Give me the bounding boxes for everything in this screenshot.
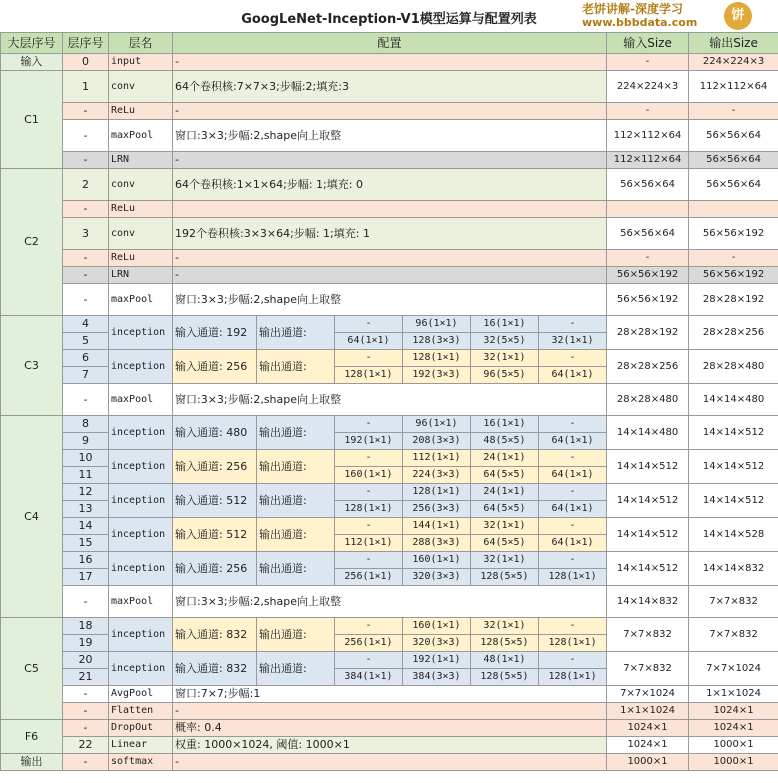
input-size: 14×14×480 — [607, 416, 689, 450]
layer-num: 17 — [63, 569, 109, 586]
layer-num: - — [63, 754, 109, 771]
layer-config: - — [173, 250, 607, 267]
layer-name: inception — [109, 484, 173, 518]
branch-top: - — [335, 652, 403, 669]
layer-config: 窗口:3×3;步幅:2,shape向上取整 — [173, 384, 607, 416]
output-size: - — [689, 250, 778, 267]
layer-config: 窗口:3×3;步幅:2,shape向上取整 — [173, 284, 607, 316]
input-channels: 输入通道: 256 — [173, 350, 257, 384]
branch-bottom: 320(3×3) — [403, 635, 471, 652]
layer-config: 64个卷积核:1×1×64;步幅: 1;填充: 0 — [173, 169, 607, 201]
input-channels: 输入通道: 512 — [173, 518, 257, 552]
branch-bottom: 64(1×1) — [539, 501, 607, 518]
input-size: 14×14×512 — [607, 450, 689, 484]
layer-num: 3 — [63, 218, 109, 250]
layer-name: inception — [109, 618, 173, 652]
layer-num: - — [63, 384, 109, 416]
input-size: 7×7×832 — [607, 652, 689, 686]
output-channels-label: 输出通道: — [257, 518, 335, 552]
layer-num: - — [63, 201, 109, 218]
branch-top: 160(1×1) — [403, 618, 471, 635]
branch-top: 16(1×1) — [471, 416, 539, 433]
layer-num: 11 — [63, 467, 109, 484]
layer-num: 8 — [63, 416, 109, 433]
input-size: 1024×1 — [607, 737, 689, 754]
layer-table — [0, 32, 778, 771]
layer-config: - — [173, 754, 607, 771]
layer-name: inception — [109, 350, 173, 384]
table-row — [1, 169, 778, 201]
layer-num: - — [63, 703, 109, 720]
layer-name: ReLu — [109, 201, 173, 218]
branch-bottom: 384(3×3) — [403, 669, 471, 686]
output-size: 56×56×64 — [689, 169, 778, 201]
branch-bottom: 32(5×5) — [471, 333, 539, 350]
layer-config: 权重: 1000×1024, 阈值: 1000×1 — [173, 737, 607, 754]
group-cell: C5 — [1, 618, 63, 720]
branch-top: 128(1×1) — [403, 350, 471, 367]
layer-num: 4 — [63, 316, 109, 333]
output-size: 7×7×832 — [689, 618, 778, 652]
branch-top: - — [539, 652, 607, 669]
branch-bottom: 288(3×3) — [403, 535, 471, 552]
brand-badge-icon: 饼 — [724, 2, 752, 30]
col-header-input-size: 输入Size — [607, 33, 689, 54]
branch-bottom: 64(5×5) — [471, 501, 539, 518]
table-row — [1, 103, 778, 120]
layer-num: 21 — [63, 669, 109, 686]
layer-name: maxPool — [109, 284, 173, 316]
branch-bottom: 256(3×3) — [403, 501, 471, 518]
input-channels: 输入通道: 832 — [173, 618, 257, 652]
brand-url: www.bbbdata.com — [582, 16, 698, 29]
branch-bottom: 192(1×1) — [335, 433, 403, 450]
branch-bottom: 128(3×3) — [403, 333, 471, 350]
group-cell: C2 — [1, 169, 63, 316]
branch-top: 144(1×1) — [403, 518, 471, 535]
layer-num: 14 — [63, 518, 109, 535]
table-row — [1, 152, 778, 169]
col-header-name: 层名 — [109, 33, 173, 54]
branch-top: - — [539, 350, 607, 367]
group-cell: C3 — [1, 316, 63, 416]
output-channels-label: 输出通道: — [257, 316, 335, 350]
input-size: 28×28×192 — [607, 316, 689, 350]
group-cell: 输入 — [1, 54, 63, 71]
brand-name: 老饼讲解-深度学习 — [582, 2, 683, 16]
input-channels: 输入通道: 512 — [173, 484, 257, 518]
branch-top: 24(1×1) — [471, 484, 539, 501]
branch-top: 24(1×1) — [471, 450, 539, 467]
output-size: 56×56×64 — [689, 152, 778, 169]
branch-top: 96(1×1) — [403, 416, 471, 433]
layer-name: input — [109, 54, 173, 71]
branch-bottom: 64(1×1) — [539, 535, 607, 552]
layer-name: Linear — [109, 737, 173, 754]
output-size: 56×56×192 — [689, 267, 778, 284]
table-row — [1, 737, 778, 754]
input-size: 112×112×64 — [607, 120, 689, 152]
layer-num: 19 — [63, 635, 109, 652]
output-size: 14×14×832 — [689, 552, 778, 586]
layer-num: 12 — [63, 484, 109, 501]
layer-num: 16 — [63, 552, 109, 569]
layer-num: 20 — [63, 652, 109, 669]
input-size: 14×14×512 — [607, 552, 689, 586]
branch-top: - — [335, 450, 403, 467]
input-size: 14×14×832 — [607, 586, 689, 618]
input-size: 1024×1 — [607, 720, 689, 737]
branch-top: 16(1×1) — [471, 316, 539, 333]
branch-bottom: 64(5×5) — [471, 467, 539, 484]
input-size: 28×28×256 — [607, 350, 689, 384]
table-row — [1, 284, 778, 316]
output-channels-label: 输出通道: — [257, 652, 335, 686]
layer-name: Flatten — [109, 703, 173, 720]
branch-bottom: 64(1×1) — [335, 333, 403, 350]
input-size: 14×14×512 — [607, 518, 689, 552]
output-size: 7×7×1024 — [689, 652, 778, 686]
input-size: - — [607, 250, 689, 267]
layer-name: inception — [109, 552, 173, 586]
branch-bottom: 128(5×5) — [471, 669, 539, 686]
branch-bottom: 64(1×1) — [539, 433, 607, 450]
branch-bottom: 320(3×3) — [403, 569, 471, 586]
output-channels-label: 输出通道: — [257, 416, 335, 450]
layer-config: 窗口:3×3;步幅:2,shape向上取整 — [173, 120, 607, 152]
layer-name: ReLu — [109, 250, 173, 267]
input-size: 7×7×1024 — [607, 686, 689, 703]
branch-top: - — [335, 416, 403, 433]
table-row — [1, 120, 778, 152]
output-size: 224×224×3 — [689, 54, 778, 71]
layer-name: conv — [109, 71, 173, 103]
table-row — [1, 484, 778, 501]
output-size: 112×112×64 — [689, 71, 778, 103]
branch-top: 32(1×1) — [471, 618, 539, 635]
branch-bottom: 128(1×1) — [539, 569, 607, 586]
layer-num: 5 — [63, 333, 109, 350]
input-size: 112×112×64 — [607, 152, 689, 169]
group-cell: C1 — [1, 71, 63, 169]
input-channels: 输入通道: 256 — [173, 552, 257, 586]
layer-name: softmax — [109, 754, 173, 771]
output-size: 28×28×480 — [689, 350, 778, 384]
layer-config: - — [173, 267, 607, 284]
col-header-num: 层序号 — [63, 33, 109, 54]
layer-name: inception — [109, 416, 173, 450]
input-size: - — [607, 103, 689, 120]
branch-top: 112(1×1) — [403, 450, 471, 467]
branch-top: 32(1×1) — [471, 552, 539, 569]
output-size: 56×56×64 — [689, 120, 778, 152]
output-channels-label: 输出通道: — [257, 450, 335, 484]
branch-bottom: 224(3×3) — [403, 467, 471, 484]
input-size: - — [607, 54, 689, 71]
branch-top: 96(1×1) — [403, 316, 471, 333]
input-channels: 输入通道: 192 — [173, 316, 257, 350]
branch-top: 192(1×1) — [403, 652, 471, 669]
layer-name: maxPool — [109, 384, 173, 416]
output-size: 1000×1 — [689, 754, 778, 771]
table-row — [1, 71, 778, 103]
branch-bottom: 192(3×3) — [403, 367, 471, 384]
input-size: 28×28×480 — [607, 384, 689, 416]
layer-num: 1 — [63, 71, 109, 103]
layer-name: conv — [109, 218, 173, 250]
input-channels: 输入通道: 256 — [173, 450, 257, 484]
layer-num: 6 — [63, 350, 109, 367]
layer-num: - — [63, 103, 109, 120]
col-header-output-size: 输出Size — [689, 33, 778, 54]
layer-config — [173, 201, 607, 218]
output-channels-label: 输出通道: — [257, 618, 335, 652]
branch-top: - — [539, 450, 607, 467]
table-row — [1, 703, 778, 720]
layer-num: - — [63, 152, 109, 169]
layer-num: - — [63, 120, 109, 152]
output-size: 7×7×832 — [689, 586, 778, 618]
output-size: - — [689, 103, 778, 120]
branch-bottom: 208(3×3) — [403, 433, 471, 450]
layer-name: conv — [109, 169, 173, 201]
input-size: 56×56×64 — [607, 218, 689, 250]
layer-config: - — [173, 152, 607, 169]
layer-name: ReLu — [109, 103, 173, 120]
input-size — [607, 201, 689, 218]
table-row — [1, 586, 778, 618]
input-channels: 输入通道: 480 — [173, 416, 257, 450]
branch-top: 128(1×1) — [403, 484, 471, 501]
branch-top: - — [335, 484, 403, 501]
group-cell: 输出 — [1, 754, 63, 771]
branch-bottom: 64(1×1) — [539, 467, 607, 484]
output-size — [689, 201, 778, 218]
output-size: 14×14×528 — [689, 518, 778, 552]
layer-num: - — [63, 267, 109, 284]
output-size: 14×14×512 — [689, 416, 778, 450]
branch-bottom: 128(5×5) — [471, 569, 539, 586]
branch-top: - — [539, 416, 607, 433]
table-row — [1, 652, 778, 669]
layer-num: 2 — [63, 169, 109, 201]
layer-name: AvgPool — [109, 686, 173, 703]
branch-top: 160(1×1) — [403, 552, 471, 569]
table-row — [1, 518, 778, 535]
layer-name: LRN — [109, 152, 173, 169]
input-size: 56×56×192 — [607, 284, 689, 316]
branch-top: 32(1×1) — [471, 518, 539, 535]
layer-num: 9 — [63, 433, 109, 450]
input-size: 14×14×512 — [607, 484, 689, 518]
input-size: 56×56×192 — [607, 267, 689, 284]
output-size: 14×14×512 — [689, 450, 778, 484]
layer-name: inception — [109, 518, 173, 552]
output-size: 1×1×1024 — [689, 686, 778, 703]
branch-top: - — [335, 316, 403, 333]
table-row — [1, 218, 778, 250]
output-size: 28×28×256 — [689, 316, 778, 350]
layer-num: 22 — [63, 737, 109, 754]
input-size: 7×7×832 — [607, 618, 689, 652]
table-row — [1, 552, 778, 569]
table-row — [1, 316, 778, 333]
layer-config: - — [173, 54, 607, 71]
table-row — [1, 350, 778, 367]
table-row — [1, 267, 778, 284]
output-size: 28×28×192 — [689, 284, 778, 316]
branch-bottom: 128(1×1) — [335, 367, 403, 384]
layer-num: - — [63, 720, 109, 737]
layer-num: - — [63, 686, 109, 703]
input-size: 1×1×1024 — [607, 703, 689, 720]
brand — [582, 2, 697, 30]
layer-num: 0 — [63, 54, 109, 71]
table-row — [1, 618, 778, 635]
table-row — [1, 720, 778, 737]
input-size: 1000×1 — [607, 754, 689, 771]
branch-top: - — [539, 316, 607, 333]
header-row — [1, 33, 778, 54]
output-size: 56×56×192 — [689, 218, 778, 250]
table-row — [1, 754, 778, 771]
col-header-config: 配置 — [173, 33, 607, 54]
output-size: 1000×1 — [689, 737, 778, 754]
group-cell: F6 — [1, 720, 63, 754]
layer-config: 窗口:3×3;步幅:2,shape向上取整 — [173, 586, 607, 618]
input-channels: 输入通道: 832 — [173, 652, 257, 686]
layer-name: LRN — [109, 267, 173, 284]
branch-bottom: 96(5×5) — [471, 367, 539, 384]
branch-bottom: 64(5×5) — [471, 535, 539, 552]
branch-top: - — [335, 552, 403, 569]
layer-name: maxPool — [109, 120, 173, 152]
output-size: 14×14×480 — [689, 384, 778, 416]
layer-name: inception — [109, 652, 173, 686]
layer-config: 192个卷积核:3×3×64;步幅: 1;填充: 1 — [173, 218, 607, 250]
branch-top: - — [335, 518, 403, 535]
branch-bottom: 128(1×1) — [335, 501, 403, 518]
output-size: 1024×1 — [689, 703, 778, 720]
layer-num: 15 — [63, 535, 109, 552]
input-size: 56×56×64 — [607, 169, 689, 201]
branch-bottom: 128(1×1) — [539, 669, 607, 686]
col-header-group: 大层序号 — [1, 33, 63, 54]
layer-config: 64个卷积核:7×7×3;步幅:2;填充:3 — [173, 71, 607, 103]
branch-bottom: 48(5×5) — [471, 433, 539, 450]
branch-top: - — [335, 618, 403, 635]
branch-bottom: 128(1×1) — [539, 635, 607, 652]
layer-name: maxPool — [109, 586, 173, 618]
output-size: 1024×1 — [689, 720, 778, 737]
output-channels-label: 输出通道: — [257, 350, 335, 384]
branch-top: 32(1×1) — [471, 350, 539, 367]
layer-num: - — [63, 250, 109, 267]
table-row — [1, 250, 778, 267]
page-title: GoogLeNet-Inception-V1模型运算与配置列表 — [241, 12, 537, 27]
branch-bottom: 160(1×1) — [335, 467, 403, 484]
layer-name: inception — [109, 316, 173, 350]
branch-bottom: 256(1×1) — [335, 569, 403, 586]
branch-bottom: 256(1×1) — [335, 635, 403, 652]
output-channels-label: 输出通道: — [257, 552, 335, 586]
table-row — [1, 384, 778, 416]
layer-config: 概率: 0.4 — [173, 720, 607, 737]
layer-num: 7 — [63, 367, 109, 384]
output-size: 14×14×512 — [689, 484, 778, 518]
input-size: 224×224×3 — [607, 71, 689, 103]
output-channels-label: 输出通道: — [257, 484, 335, 518]
title-bar — [0, 0, 778, 32]
branch-bottom: 112(1×1) — [335, 535, 403, 552]
branch-top: - — [539, 618, 607, 635]
table-row — [1, 54, 778, 71]
layer-num: 10 — [63, 450, 109, 467]
table-row — [1, 416, 778, 433]
branch-top: - — [539, 518, 607, 535]
layer-name: DropOut — [109, 720, 173, 737]
layer-config: - — [173, 703, 607, 720]
table-row — [1, 686, 778, 703]
branch-top: - — [539, 484, 607, 501]
branch-top: 48(1×1) — [471, 652, 539, 669]
branch-bottom: 384(1×1) — [335, 669, 403, 686]
layer-num: - — [63, 284, 109, 316]
layer-num: 18 — [63, 618, 109, 635]
layer-config: - — [173, 103, 607, 120]
table-row — [1, 450, 778, 467]
branch-bottom: 32(1×1) — [539, 333, 607, 350]
group-cell: C4 — [1, 416, 63, 618]
layer-config: 窗口:7×7;步幅:1 — [173, 686, 607, 703]
branch-bottom: 64(1×1) — [539, 367, 607, 384]
layer-num: 13 — [63, 501, 109, 518]
branch-top: - — [539, 552, 607, 569]
layer-name: inception — [109, 450, 173, 484]
table-row — [1, 201, 778, 218]
branch-bottom: 128(5×5) — [471, 635, 539, 652]
branch-top: - — [335, 350, 403, 367]
layer-num: - — [63, 586, 109, 618]
